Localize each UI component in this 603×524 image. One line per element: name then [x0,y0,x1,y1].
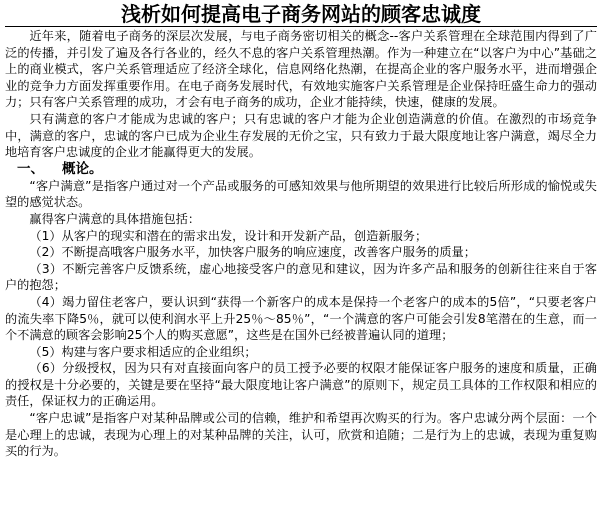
section-label: 概论。 [62,160,103,177]
intro-paragraph-1: 近年来，随着电子商务的深层次发展，与电子商务密切相关的概念--客户关系管理在全球范围内得到了广泛的传播，并引发了遍及各行各业的，经久不息的客户关系管理热潮。作为一种建立在“以客户为中心”基础之上的商业模式，客户关系管理适应了经济全球化，信息网络化热潮，在提高企业的客户服务水平，进而增强企业的竞争力方面发挥重要作用。在电子商务发展时代，有效地实施客户关系管理是企业保持旺盛生命力的强动力；只有客户关系管理的成功，才会有电子商务的成功，企业才能持续，快速，健康的发展。 [5,29,597,110]
measure-item-5: （5）构建与客户要求相适应的企业组织； [29,344,257,359]
intro-paragraph-2: 只有满意的客户才能成为忠诚的客户；只有忠诚的客户才能为企业创造满意的价值。在激烈的市场竞争中，满意的客户，忠诚的客户已成为企业生存发展的无价之宝，只有致力于最大限度地让客户满意，竭尽全力地培育客户忠诚度的企业才能赢得更大的发展。 [5,111,597,160]
document-page [5,2,597,520]
section-heading-overview [5,161,597,178]
definition-satisfaction: “客户满意”是指客户通过对一个产品或服务的可感知效果与他所期望的效果进行比较后所形成的愉悦或失望的感觉状态。 [5,178,597,210]
measure-item-6: （6）分级授权，因为只有对直接面向客户的员工授予必要的权限才能保证客户服务的速度和质量，正确的授权是十分必要的，关键是要在坚持“最大限度地让客户满意”的原则下，规定员工具体的工作权限和相应的责任，保证权力的正确运用。 [5,361,597,409]
title-underline [5,26,597,27]
section-number: 一、 [17,160,44,177]
document-title: 浅析如何提高电子商务网站的顾客忠诚度 [121,2,481,26]
measure-item-3: （3）不断完善客户反馈系统，虚心地接受客户的意见和建议，因为许多产品和服务的创新往往来自于客户的抱怨； [5,261,597,293]
measures-intro: 赢得客户满意的具体措施包括： [29,211,201,226]
definition-loyalty: “客户忠诚”是指客户对某种品牌或公司的信赖，维护和希望再次购买的行为。客户忠诚分两个层面：一个是心理上的忠诚，表现为心理上的对某种品牌的关注，认可，欣赏和追随；二是行为上的忠诚，表现为重复购买的行为。 [5,411,597,459]
measure-item-1: （1）从客户的现实和潜在的需求出发，设计和开发新产品，创造新服务； [29,228,428,243]
measure-item-2: （2）不断提高哦客户服务水平，加快客户服务的响应速度，改善客户服务的质量； [29,245,476,260]
measure-item-4: （4）竭力留住老客户，要认识到“获得一个新客户的成本是保持一个老客户的成本的5倍”，“只要老客户的流失率下降5％，就可以使利润水平上升25％～85％”，“一个满意的客户可能会引发8笔潜在的生意，而一个不满意的顾客会影响25个人的购买意愿”，这些是在国外已经被普遍认同的道理； [5,294,597,343]
